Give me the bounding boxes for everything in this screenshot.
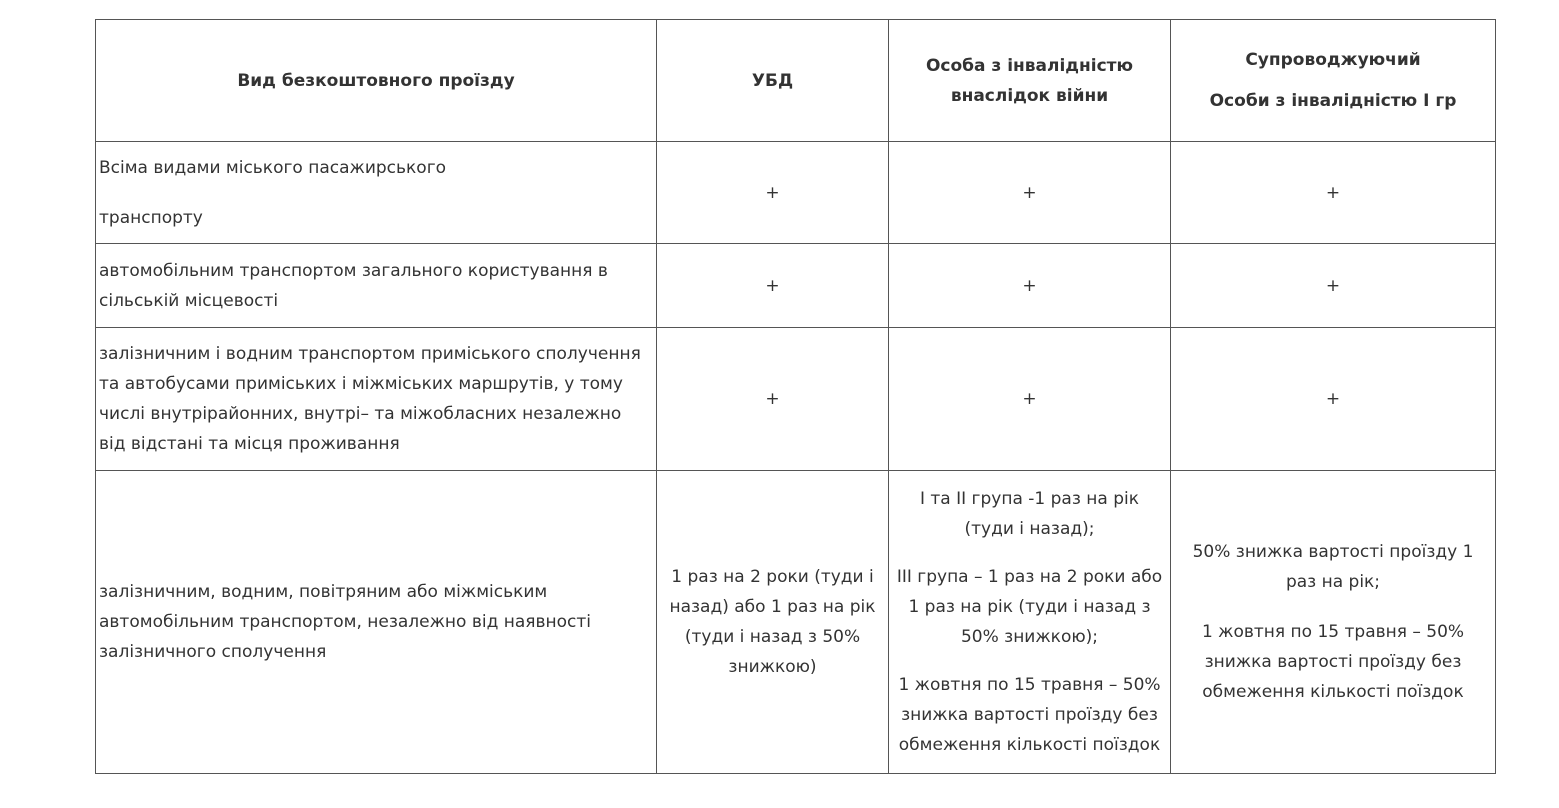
cell-text: автомобільним транспортом загального користування в сільській місцевості [99, 260, 608, 311]
cell-text: + [765, 182, 780, 203]
travel-type-cell [96, 471, 657, 774]
free-travel-benefits-table [95, 19, 1496, 774]
companion-cell [1171, 328, 1496, 471]
travel-type-cell [96, 244, 657, 328]
war-disabled-cell [889, 142, 1171, 244]
travel-type-cell [96, 328, 657, 471]
companion-cell [1171, 142, 1496, 244]
cell-text: + [1022, 275, 1037, 296]
cell-text: + [1325, 275, 1341, 296]
cell-text: + [765, 275, 780, 296]
header-text: Вид безкоштовного проїзду [237, 70, 515, 91]
cell-text: III група – 1 раз на 2 роки або 1 раз на рік (туди і назад з 50% знижкою); [896, 567, 1163, 647]
benefits-table-container [95, 19, 1496, 774]
header-companion [1171, 20, 1496, 142]
ubd-cell [657, 328, 889, 471]
table-row [96, 471, 1496, 774]
cell-text: Всіма видами міського пасажирського [99, 157, 447, 178]
companion-cell [1171, 471, 1496, 774]
war-disabled-cell [889, 244, 1171, 328]
war-disabled-cell [889, 328, 1171, 471]
cell-text: + [1022, 182, 1037, 203]
cell-text: + [1325, 182, 1341, 203]
companion-cell [1171, 244, 1496, 328]
cell-text: залізничним і водним транспортом приміського сполучення та автобусами приміських і міжміських маршрутів, у тому числі внутрірайонних, внутрі– та міжобласних незалежно від відстані та місця проживання [99, 344, 641, 454]
ubd-cell [657, 142, 889, 244]
table-row [96, 142, 1496, 244]
header-war-disabled [889, 20, 1171, 142]
ubd-cell [657, 244, 889, 328]
table-header-row [96, 20, 1496, 142]
header-text: УБД [751, 70, 794, 91]
cell-text: + [765, 389, 780, 409]
cell-text: 1 жовтня по 15 травня – 50% знижка вартості проїзду без обмеження кількості поїздок [898, 675, 1161, 755]
ubd-cell [657, 471, 889, 774]
cell-text: 1 жовтня по 15 травня – 50% знижка вартості проїзду без обмеження кількості поїздок [1201, 622, 1465, 702]
header-text: Супроводжуючий [1245, 50, 1421, 70]
cell-text: I та II група -1 раз на рік (туди і назад); [919, 489, 1140, 539]
cell-text: залізничним, водним, повітряним або міжміським автомобільним транспортом, незалежно від наявності залізничного сполучення [99, 582, 592, 662]
cell-text: + [1022, 389, 1037, 409]
cell-text: 1 раз на 2 роки (туди і назад) або 1 раз на рік (туди і назад з 50% знижкою) [669, 567, 876, 677]
header-text: Особи з інвалідністю I гр [1209, 91, 1457, 111]
header-text: Особа з інвалідністю внаслідок війни [925, 55, 1134, 106]
header-ubd [657, 20, 889, 142]
war-disabled-cell [889, 471, 1171, 774]
cell-text: + [1325, 389, 1341, 409]
table-row [96, 328, 1496, 471]
header-travel-type [96, 20, 657, 142]
travel-type-cell [96, 142, 657, 244]
table-row [96, 244, 1496, 328]
cell-text: транспорту [99, 207, 203, 228]
cell-text: 50% знижка вартості проїзду 1 раз на рік; [1192, 542, 1474, 592]
